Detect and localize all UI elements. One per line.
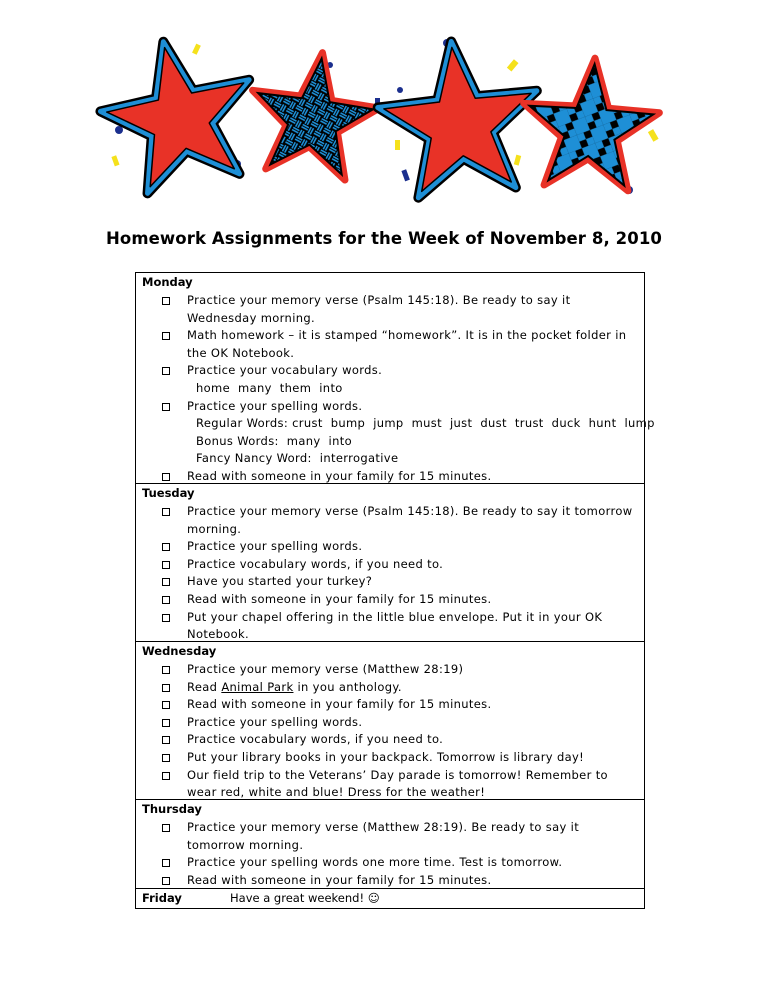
- list-item: [136, 556, 644, 574]
- item-text-pre: Read: [187, 679, 222, 694]
- item-text: Practice your spelling words.: [187, 398, 363, 413]
- day-section-tuesday: [136, 484, 644, 642]
- checkbox[interactable]: [162, 543, 170, 551]
- vocabulary-words: home many them into: [196, 380, 343, 395]
- item-text: Have you started your turkey?: [187, 574, 373, 589]
- checkbox[interactable]: [162, 578, 170, 586]
- list-item: [136, 872, 644, 890]
- checkbox[interactable]: [162, 859, 170, 867]
- checkbox[interactable]: [162, 877, 170, 885]
- checkbox[interactable]: [162, 508, 170, 516]
- list-item: [136, 661, 644, 679]
- checkbox[interactable]: [162, 473, 170, 481]
- weekend-message: Have a great weekend! ☺: [230, 891, 380, 905]
- list-item: [136, 362, 644, 397]
- item-text: Practice your memory verse (Psalm 145:18). Be ready to say it tomorrow morning.: [187, 504, 633, 536]
- item-text: Practice your spelling words.: [187, 539, 363, 554]
- blue-pattern-star-icon: [242, 44, 386, 184]
- red-star-icon: [372, 33, 547, 201]
- checkbox[interactable]: [162, 754, 170, 762]
- day-label: Tuesday: [142, 486, 195, 500]
- item-text: Practice your memory verse (Psalm 145:18). Be ready to say it Wednesday morning.: [187, 293, 571, 325]
- page-title: Homework Assignments for the Week of November 8, 2010: [106, 229, 662, 248]
- list-item: [136, 819, 644, 854]
- checkbox[interactable]: [162, 719, 170, 727]
- item-text: Our field trip to the Veterans’ Day parade is tomorrow! Remember to wear red, white and blue! Dress for the weather!: [187, 767, 608, 800]
- checkbox[interactable]: [162, 824, 170, 832]
- item-text: Practice vocabulary words, if you need to.: [187, 556, 444, 571]
- checkbox[interactable]: [162, 701, 170, 709]
- checkbox[interactable]: [162, 596, 170, 604]
- item-text: Practice your spelling words.: [187, 714, 363, 729]
- star-banner: [0, 0, 768, 225]
- list-item: [136, 292, 644, 327]
- list-item: [136, 398, 655, 468]
- regular-words: Regular Words: crust bump jump must just dust trust duck hunt lump: [196, 416, 655, 431]
- list-item: [136, 609, 644, 644]
- checkbox[interactable]: [162, 403, 170, 411]
- checkbox[interactable]: [162, 561, 170, 569]
- list-item: [136, 468, 644, 486]
- item-text: Practice your spelling words one more time. Test is tomorrow.: [187, 855, 563, 870]
- item-text: Read with someone in your family for 15 minutes.: [187, 591, 492, 606]
- day-label: Wednesday: [142, 644, 217, 658]
- homework-table: [135, 272, 655, 909]
- list-item: [136, 591, 644, 609]
- list-item: [136, 503, 644, 538]
- item-text-post: in you anthology.: [293, 679, 402, 694]
- day-section-friday: [136, 889, 644, 908]
- checkbox[interactable]: [162, 736, 170, 744]
- day-section-thursday: [136, 800, 644, 889]
- checkbox[interactable]: [162, 332, 170, 340]
- item-text: Put your library books in your backpack. Tomorrow is library day!: [187, 749, 585, 764]
- day-section-wednesday: [136, 642, 644, 800]
- item-text: Read with someone in your family for 15 minutes.: [187, 468, 492, 483]
- item-text: Practice vocabulary words, if you need to.: [187, 732, 444, 747]
- checkbox[interactable]: [162, 684, 170, 692]
- list-item: [136, 749, 644, 767]
- fancy-nancy-word: Fancy Nancy Word: interrogative: [196, 451, 399, 466]
- item-text: Practice your memory verse (Matthew 28:19): [187, 662, 464, 676]
- item-text: Read with someone in your family for 15 minutes.: [187, 872, 492, 887]
- checkbox[interactable]: [162, 666, 170, 674]
- book-title: Animal Park: [221, 679, 294, 694]
- list-item: [136, 731, 644, 749]
- item-text: Practice your vocabulary words.: [187, 363, 383, 378]
- list-item: [136, 327, 644, 362]
- list-item: [136, 714, 644, 732]
- day-label: Friday: [142, 891, 182, 905]
- checkbox[interactable]: [162, 297, 170, 305]
- list-item: [136, 767, 644, 802]
- checkbox[interactable]: [162, 614, 170, 622]
- list-item: [136, 679, 644, 697]
- checkbox[interactable]: [162, 772, 170, 780]
- item-text: Read with someone in your family for 15 minutes.: [187, 697, 492, 712]
- red-star-icon: [89, 26, 268, 199]
- list-item: [136, 538, 644, 556]
- day-section-monday: [136, 273, 655, 484]
- list-item: [136, 573, 644, 591]
- checkbox[interactable]: [162, 367, 170, 375]
- day-label: Thursday: [142, 802, 202, 816]
- list-item: [136, 854, 644, 872]
- list-item: [136, 696, 644, 714]
- item-text: Practice your memory verse (Matthew 28:19). Be ready to say it tomorrow morning.: [187, 820, 580, 852]
- item-text: Put your chapel offering in the little blue envelope. Put it in your OK Notebook.: [187, 609, 603, 642]
- day-label: Monday: [142, 275, 193, 289]
- bonus-words: Bonus Words: many into: [196, 433, 352, 448]
- blue-pattern-star-icon: [518, 53, 663, 192]
- item-text: Math homework – it is stamped “homework”. It is in the pocket folder in the OK Notebook.: [187, 328, 627, 360]
